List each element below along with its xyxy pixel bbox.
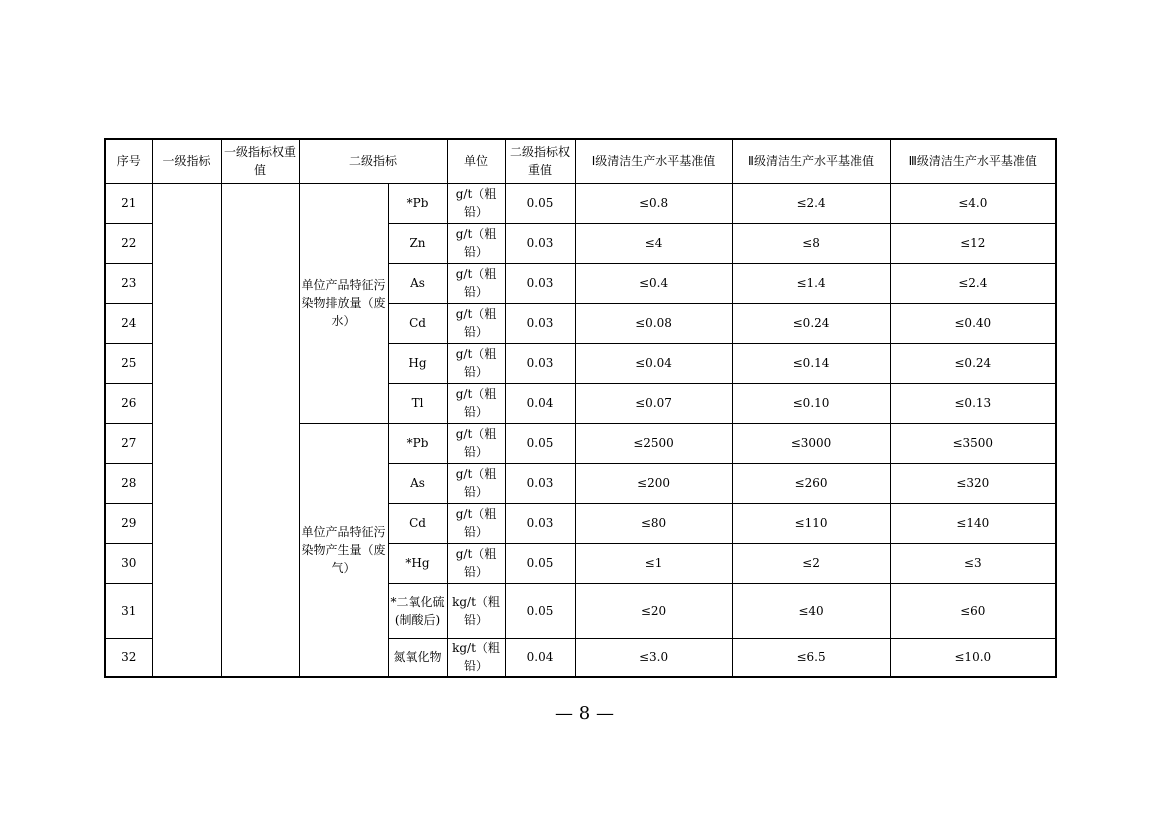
header-grade2: Ⅱ级清洁生产水平基准值	[732, 139, 890, 183]
grade2-cell: ≤3000	[732, 423, 890, 463]
grade2-cell: ≤0.10	[732, 383, 890, 423]
grade3-cell: ≤4.0	[890, 183, 1056, 223]
item-cell: As	[388, 463, 447, 503]
weight-cell: 0.05	[505, 183, 575, 223]
grade2-cell: ≤2	[732, 543, 890, 583]
grade3-cell: ≤2.4	[890, 263, 1056, 303]
item-cell: *Pb	[388, 183, 447, 223]
grade3-cell: ≤140	[890, 503, 1056, 543]
header-level2-weight: 二级指标权重值	[505, 139, 575, 183]
header-level1: 一级指标	[152, 139, 221, 183]
item-cell: Hg	[388, 343, 447, 383]
unit-cell: kg/t（粗铅）	[447, 638, 505, 677]
grade3-cell: ≤3500	[890, 423, 1056, 463]
weight-cell: 0.03	[505, 503, 575, 543]
seq-cell: 24	[105, 303, 152, 343]
grade3-cell: ≤3	[890, 543, 1056, 583]
item-cell: Tl	[388, 383, 447, 423]
weight-cell: 0.03	[505, 463, 575, 503]
grade2-cell: ≤260	[732, 463, 890, 503]
weight-cell: 0.05	[505, 583, 575, 638]
unit-cell: kg/t（粗铅）	[447, 583, 505, 638]
page-number: — 8 —	[555, 703, 614, 724]
grade2-cell: ≤110	[732, 503, 890, 543]
unit-cell: g/t（粗铅）	[447, 423, 505, 463]
grade1-cell: ≤3.0	[575, 638, 732, 677]
grade2-cell: ≤2.4	[732, 183, 890, 223]
group-water-cell: 单位产品特征污染物排放量（废水）	[299, 183, 388, 423]
header-grade1: Ⅰ级清洁生产水平基准值	[575, 139, 732, 183]
unit-cell: g/t（粗铅）	[447, 343, 505, 383]
weight-cell: 0.04	[505, 383, 575, 423]
item-cell: As	[388, 263, 447, 303]
grade2-cell: ≤8	[732, 223, 890, 263]
seq-cell: 28	[105, 463, 152, 503]
grade2-cell: ≤6.5	[732, 638, 890, 677]
seq-cell: 30	[105, 543, 152, 583]
item-cell: *Pb	[388, 423, 447, 463]
grade2-cell: ≤0.24	[732, 303, 890, 343]
header-level1-weight: 一级指标权重值	[221, 139, 299, 183]
grade2-cell: ≤0.14	[732, 343, 890, 383]
grade1-cell: ≤2500	[575, 423, 732, 463]
grade1-cell: ≤20	[575, 583, 732, 638]
item-cell: *Hg	[388, 543, 447, 583]
item-cell: Zn	[388, 223, 447, 263]
grade1-cell: ≤0.04	[575, 343, 732, 383]
unit-cell: g/t（粗铅）	[447, 543, 505, 583]
unit-cell: g/t（粗铅）	[447, 263, 505, 303]
item-cell: Cd	[388, 503, 447, 543]
grade3-cell: ≤0.24	[890, 343, 1056, 383]
seq-cell: 22	[105, 223, 152, 263]
seq-cell: 26	[105, 383, 152, 423]
grade1-cell: ≤200	[575, 463, 732, 503]
weight-cell: 0.05	[505, 543, 575, 583]
seq-cell: 25	[105, 343, 152, 383]
weight-cell: 0.03	[505, 263, 575, 303]
grade1-cell: ≤0.08	[575, 303, 732, 343]
weight-cell: 0.04	[505, 638, 575, 677]
unit-cell: g/t（粗铅）	[447, 303, 505, 343]
header-unit: 单位	[447, 139, 505, 183]
seq-cell: 31	[105, 583, 152, 638]
weight-cell: 0.03	[505, 303, 575, 343]
weight-cell: 0.03	[505, 223, 575, 263]
item-cell: *二氧化硫(制酸后)	[388, 583, 447, 638]
item-cell: 氮氧化物	[388, 638, 447, 677]
level1-weight-cell	[221, 183, 299, 677]
grade1-cell: ≤0.07	[575, 383, 732, 423]
level1-cell	[152, 183, 221, 677]
group-gas-cell: 单位产品特征污染物产生量（废气）	[299, 423, 388, 677]
grade1-cell: ≤0.4	[575, 263, 732, 303]
grade3-cell: ≤0.13	[890, 383, 1056, 423]
grade1-cell: ≤4	[575, 223, 732, 263]
unit-cell: g/t（粗铅）	[447, 223, 505, 263]
unit-cell: g/t（粗铅）	[447, 503, 505, 543]
grade3-cell: ≤60	[890, 583, 1056, 638]
header-level2: 二级指标	[299, 139, 447, 183]
grade2-cell: ≤40	[732, 583, 890, 638]
header-grade3: Ⅲ级清洁生产水平基准值	[890, 139, 1056, 183]
seq-cell: 23	[105, 263, 152, 303]
unit-cell: g/t（粗铅）	[447, 183, 505, 223]
unit-cell: g/t（粗铅）	[447, 463, 505, 503]
indicator-table	[104, 138, 1057, 678]
grade3-cell: ≤320	[890, 463, 1056, 503]
grade3-cell: ≤10.0	[890, 638, 1056, 677]
grade3-cell: ≤0.40	[890, 303, 1056, 343]
weight-cell: 0.05	[505, 423, 575, 463]
seq-cell: 21	[105, 183, 152, 223]
table-row	[105, 183, 1056, 223]
weight-cell: 0.03	[505, 343, 575, 383]
unit-cell: g/t（粗铅）	[447, 383, 505, 423]
seq-cell: 27	[105, 423, 152, 463]
table-header-row	[105, 139, 1056, 183]
seq-cell: 32	[105, 638, 152, 677]
grade1-cell: ≤1	[575, 543, 732, 583]
grade3-cell: ≤12	[890, 223, 1056, 263]
grade1-cell: ≤0.8	[575, 183, 732, 223]
header-seq: 序号	[105, 139, 152, 183]
item-cell: Cd	[388, 303, 447, 343]
seq-cell: 29	[105, 503, 152, 543]
grade1-cell: ≤80	[575, 503, 732, 543]
grade2-cell: ≤1.4	[732, 263, 890, 303]
